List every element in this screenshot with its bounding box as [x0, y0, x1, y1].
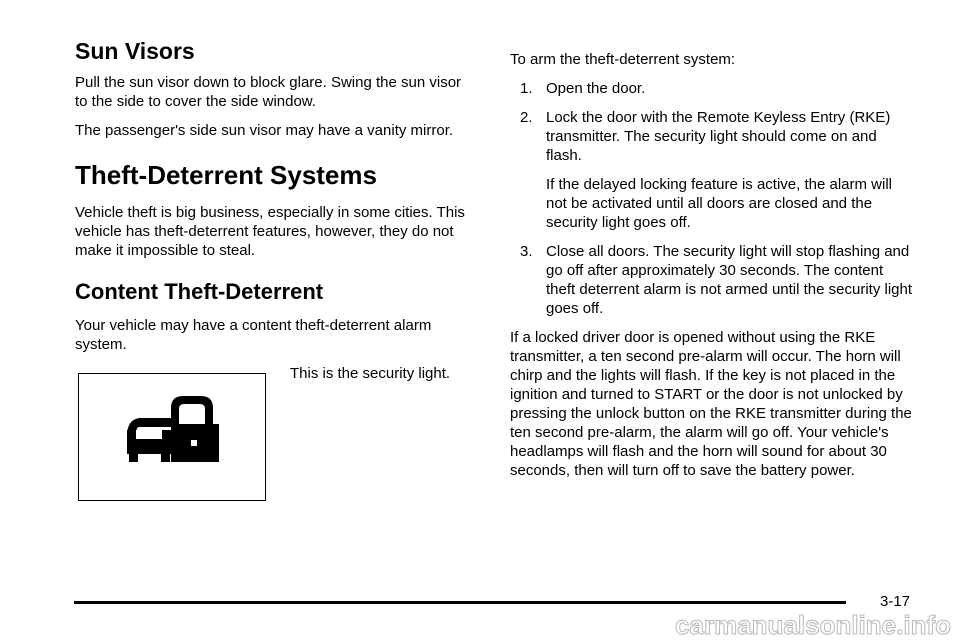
left-column [75, 38, 475, 496]
section-title-content-theft: Content Theft-Deterrent [75, 279, 324, 305]
step-number: 1. [520, 80, 533, 97]
watermark-text: carmanualsonline.info [675, 610, 951, 640]
arming-step-3 [510, 242, 915, 318]
step-sub-note: If the delayed locking feature is active, the alarm will not be activated until all doors are closed and the security light goes off. [546, 176, 893, 231]
watermark [575, 610, 955, 640]
section-title-theft-deterrent: Theft-Deterrent Systems [75, 160, 377, 191]
security-light-figure [75, 364, 475, 496]
sun-visors-paragraph-2: The passenger's side sun visor may have a vanity mirror. [75, 122, 454, 140]
sun-visors-paragraph-1: Pull the sun visor down to block glare. Swing the sun visor to the side to cover the side window. [75, 74, 462, 111]
right-column [510, 50, 915, 490]
step-text: Close all doors. The security light will stop flashing and go off after approximately 30 seconds. The content theft deterrent alarm is not armed until the security light goes off. [546, 243, 913, 317]
page-number: 3-17 [880, 593, 911, 610]
section-title-sun-visors: Sun Visors [75, 38, 195, 64]
security-light-icon [125, 394, 221, 466]
security-light-caption: This is the security light. [290, 364, 451, 382]
content-theft-paragraph: Your vehicle may have a content theft-deterrent alarm system. [75, 316, 432, 353]
theft-deterrent-paragraph: Vehicle theft is big business, especially in some cities. This vehicle has theft-deterrent features, however, they do not make it impossible to steal. [75, 204, 465, 260]
step-text: Lock the door with the Remote Keyless Entry (RKE) transmitter. The security light should come on and flash. [546, 109, 891, 164]
arming-intro: To arm the theft-deterrent system: [510, 51, 736, 68]
step-text: Open the door. [546, 80, 646, 97]
security-light-icon-frame [78, 373, 266, 501]
pre-alarm-paragraph: If a locked driver door is opened without using the RKE transmitter, a ten second pre-alarm will occur. The horn will chirp and the lights will flash. If the key is not placed in the ignition and turned to START or the door is not unlocked by pressing the unlock button on the RKE transmitter during the ten second pre-alarm, the alarm will go off. Your vehicle's headlamps will flash and the horn will sound for about 30 seconds, then will turn off to save the battery power. [510, 329, 912, 479]
step-number: 2. [520, 109, 533, 126]
arming-step-1 [510, 79, 915, 98]
step-number: 3. [520, 243, 533, 260]
footer-rule [74, 601, 846, 604]
arming-steps-list [510, 79, 915, 318]
arming-step-2 [510, 108, 915, 232]
